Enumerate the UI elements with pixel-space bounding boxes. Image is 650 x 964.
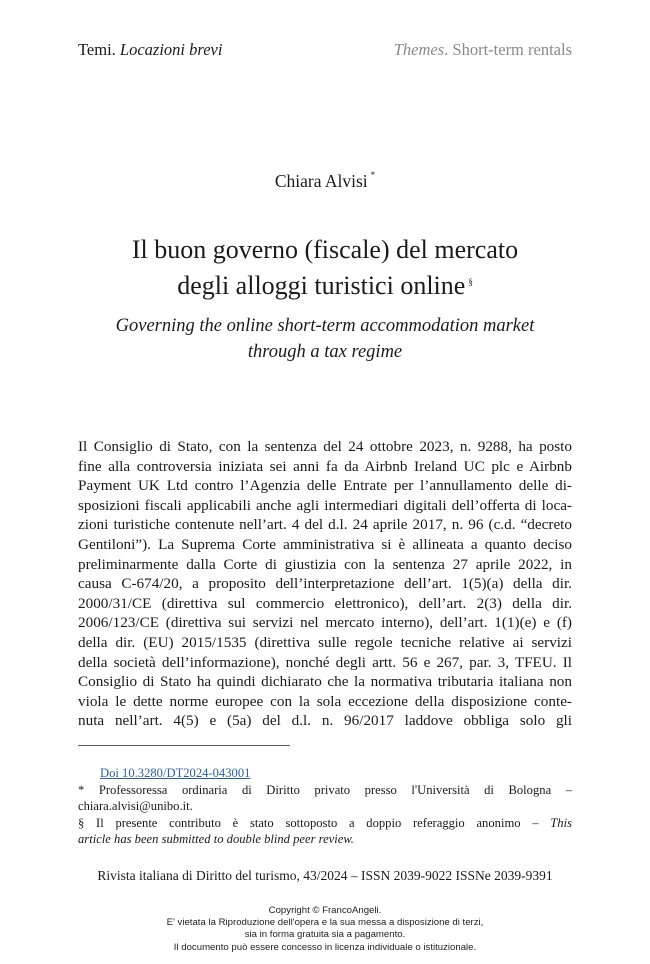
footnote-separator	[78, 745, 290, 746]
article-title	[0, 233, 650, 302]
title-footnote-mark: §	[468, 277, 473, 287]
author-line	[0, 170, 650, 192]
body-line: Gentiloni”). La Suprema Corte amministrativa si è allineata a quanto deciso	[78, 535, 572, 553]
author-footnote-mark: *	[370, 170, 376, 180]
author-name: Chiara Alvisi	[274, 171, 368, 191]
body-line: Consiglio di Stato ha quindi dichiarato che la normativa tributaria italiana non	[78, 673, 572, 691]
copyright-line-1: Copyright © FrancoAngeli.	[268, 905, 382, 916]
body-line: sposizioni fiscali applicabili anche agli intermediari digitali dell’offerta di loca-	[78, 496, 572, 514]
review-note-italic-start: This	[550, 815, 572, 830]
body-line: causa C-674/20, a proposito dell’interpretazione dell’art. 1(5)(a) della dir.	[78, 575, 572, 593]
body-paragraph	[78, 437, 572, 731]
review-note-line-2: article has been submitted to double blind peer review.	[78, 832, 354, 846]
review-note-text: § Il presente contributo è stato sottoposto a doppio referaggio anonimo –	[78, 815, 539, 830]
header-themes-label: Themes	[393, 40, 445, 59]
title-line-1: Il buon governo (fiscale) del mercato	[131, 235, 519, 264]
body-line: della società dell’informazione), nonché degli artt. 56 e 267, par. 3, TFEU. Il	[78, 653, 572, 671]
subtitle-line-1: Governing the online short-term accommodation market	[115, 316, 535, 336]
body-line: nuta nell’art. 4(5) e (5a) del d.l. n. 96/2017 laddove obbliga solo gli	[78, 712, 572, 730]
footnotes	[78, 765, 572, 848]
doi-link[interactable]: Doi 10.3280/DT2024-043001	[100, 766, 251, 780]
copyright-line-3: sia in forma gratuita sia a pagamento.	[244, 929, 406, 941]
body-line: 2000/31/CE (direttiva sul commercio elettronico), dell’art. 2(3) della dir.	[78, 594, 572, 612]
author-note-line-1: * Professoressa ordinaria di Diritto privato presso l'Università di Bologna –	[78, 782, 572, 797]
copyright-line-4: Il documento può essere concesso in licenza individuale o istituzionale.	[173, 941, 477, 953]
copyright-line-2: E' vietata la Riproduzione dell'opera e la sua messa a disposizione di terzi,	[166, 917, 484, 929]
body-line: viola le dette norme europee con la sola eccezione della disposizione conte-	[78, 692, 572, 710]
article-subtitle	[0, 313, 650, 365]
header-section-title: Locazioni brevi	[119, 40, 223, 59]
running-header-left	[78, 40, 222, 60]
running-header-right	[394, 40, 572, 60]
doi-line	[78, 765, 572, 782]
body-line: 2006/123/CE (direttiva sui servizi nel mercato interno), dell’art. 1(1)(e) e (f)	[78, 614, 572, 632]
author-note-line-2: chiara.alvisi@unibo.it.	[78, 799, 193, 813]
body-line: fine alla controversia iniziata sei anni fa da Airbnb Ireland UC plc e Airbnb	[78, 457, 572, 475]
journal-citation: Rivista italiana di Diritto del turismo, 43/2024 – ISSN 2039-9022 ISSNe 2039-9391	[97, 868, 553, 883]
header-themes-title: . Short-term rentals	[444, 40, 572, 59]
body-line: Payment UK Ltd contro l’Agenzia delle Entrate per l’annullamento delle di-	[78, 477, 572, 495]
header-section-label: Temi.	[78, 40, 116, 59]
body-line: preliminarmente dalla Corte di giustizia con la sentenza 27 aprile 2022, in	[78, 555, 572, 573]
title-line-2-wrap	[0, 266, 650, 302]
subtitle-line-2: through a tax regime	[247, 342, 403, 362]
title-line-2: degli alloggi turistici online	[177, 271, 466, 300]
copyright-notice	[0, 905, 650, 954]
body-line: della dir. (EU) 2015/1535 (direttiva sulle regole tecniche relative ai servizi	[78, 633, 572, 651]
body-line: Il Consiglio di Stato, con la sentenza del 24 ottobre 2023, n. 9288, ha posto	[78, 438, 572, 455]
review-note-line-1	[78, 815, 572, 832]
body-line: zioni turistiche contenute nell’art. 4 del d.l. 24 aprile 2017, n. 96 (c.d. “decreto	[78, 516, 572, 534]
